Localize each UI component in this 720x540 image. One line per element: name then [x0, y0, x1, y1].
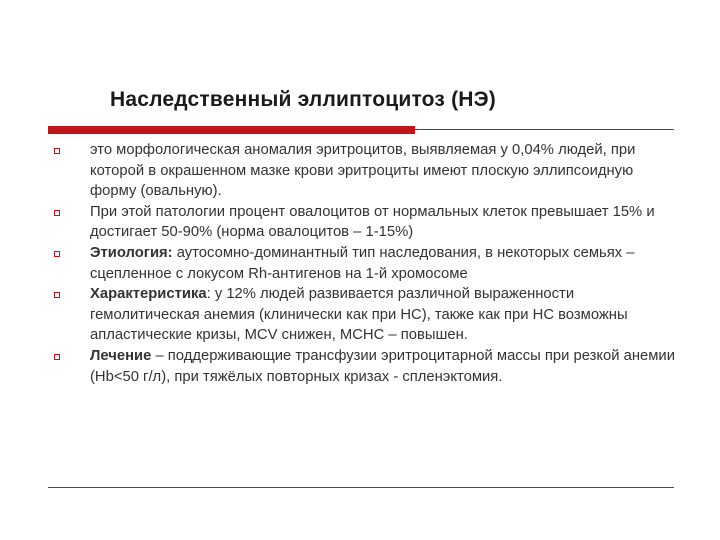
bullet-bold-label: Характеристика	[90, 286, 207, 303]
bullet-text: это морфологическая аномалия эритроцитов, выявляемая у 0,04% людей, при которой в окрашенном мазке крови эритроциты имеют плоскую эллипсоидную форму (овальную).	[90, 142, 636, 200]
square-bullet-icon	[54, 251, 60, 257]
bullet-bold-label: Лечение	[90, 347, 152, 364]
bullet-text: При этой патологии процент овалоцитов от нормальных клеток превышает 15% и достигает 50-90% (норма овалоцитов – 1-15%)	[90, 203, 655, 241]
bullet-text: аутосомно-доминантный тип наследования, в некоторых семьях – сцепленное с локусом Rh-антигенов на 1-й хромосоме	[90, 244, 635, 282]
bullet-item	[48, 243, 678, 284]
bullet-bold-label: Этиология:	[90, 244, 173, 261]
bullet-item	[48, 202, 678, 243]
bullet-list	[48, 140, 678, 387]
bullet-item	[48, 346, 678, 387]
bullet-item	[48, 140, 678, 202]
square-bullet-icon	[54, 210, 60, 216]
bullet-text: – поддерживающие трансфузии эритроцитарной массы при резкой анемии (Hb<50 г/л), при тяжёлых повторных кризах - спленэктомия.	[90, 347, 675, 385]
square-bullet-icon	[54, 292, 60, 298]
square-bullet-icon	[54, 354, 60, 360]
bullet-text: : у 12% людей развивается различной выраженности гемолитическая анемия (клинически как при НС), также как при НС возможны апластические кризы, MCV снижен, MCHC – повышен.	[90, 286, 628, 344]
slide-title: Наследственный эллиптоцитоз (НЭ)	[110, 88, 496, 111]
title-underline-accent	[48, 126, 415, 134]
title-underline-thin	[415, 129, 674, 130]
square-bullet-icon	[54, 148, 60, 154]
footer-divider	[48, 487, 674, 488]
bullet-item	[48, 284, 678, 346]
